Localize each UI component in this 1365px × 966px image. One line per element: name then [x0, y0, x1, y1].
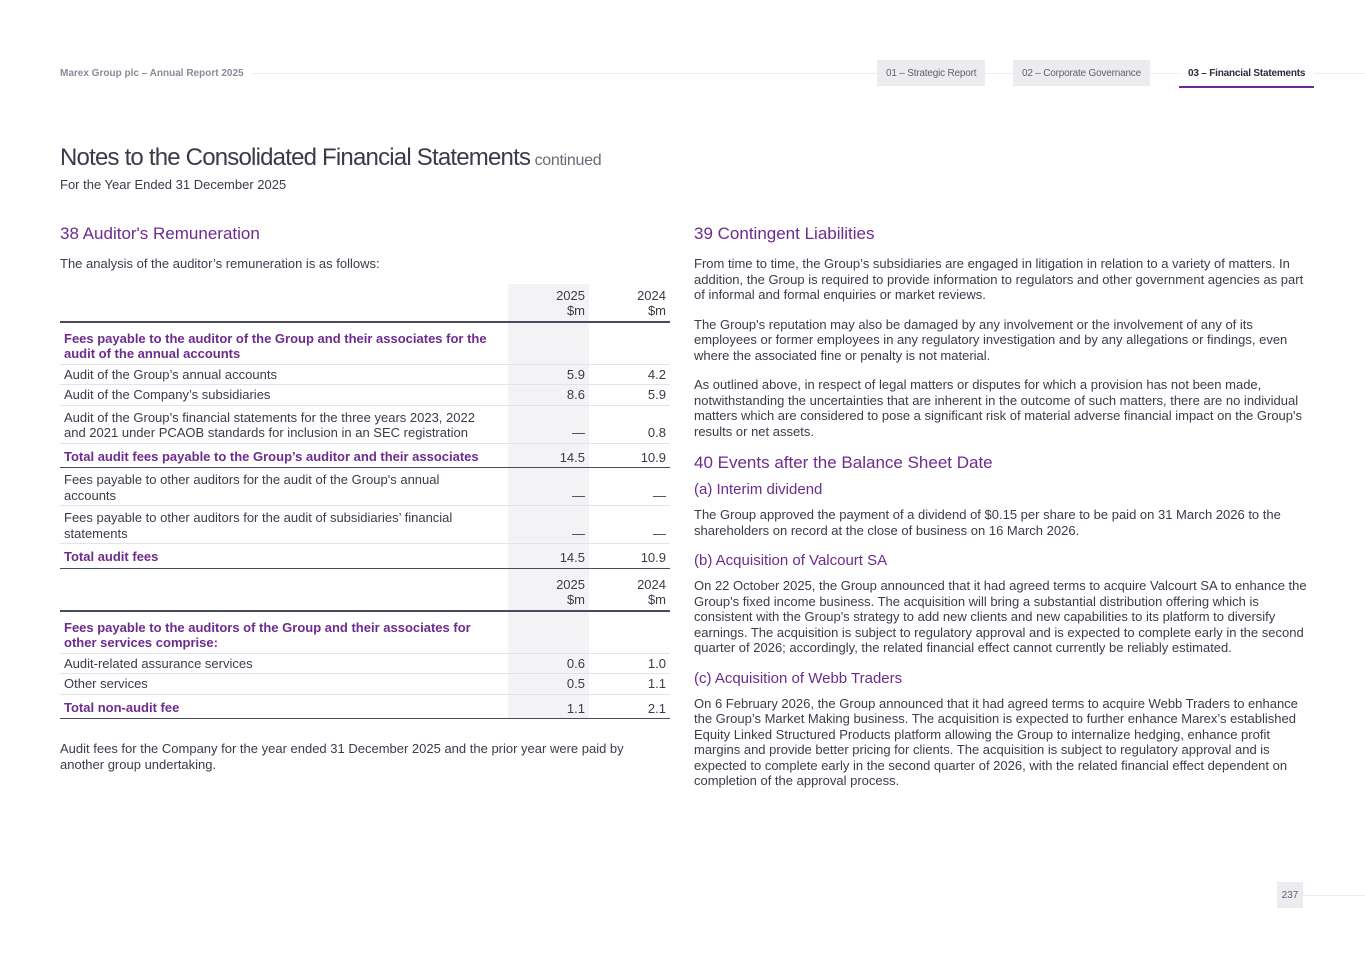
column-unit-2025: $m — [566, 592, 585, 607]
page-title-continued: continued — [534, 152, 602, 169]
row-value-2025: 0.5 — [508, 674, 589, 695]
note-40c-heading: (c) Acquisition of Webb Traders — [694, 669, 903, 687]
row-value-2024: 4.2 — [589, 364, 670, 385]
tab-financial-statements[interactable]: 03 – Financial Statements — [1179, 60, 1314, 88]
row-label: Audit of the Group’s annual accounts — [60, 364, 508, 385]
row-label: Audit-related assurance services — [60, 653, 508, 674]
page-title-main: Notes to the Consolidated Financial Statements — [60, 144, 531, 171]
total-label: Total audit fees payable to the Group’s auditor and their associates — [60, 443, 508, 468]
row-label: Fees payable to other auditors for the audit of the Group's annual accounts — [60, 468, 508, 506]
table-total-row — [60, 443, 670, 468]
total-value-2024: 10.9 — [589, 544, 670, 569]
row-value-2024: 5.9 — [589, 385, 670, 406]
column-header-2025: 2025 — [556, 287, 585, 303]
page-subtitle: For the Year Ended 31 December 2025 — [60, 177, 287, 192]
section-label: Fees payable to the auditors of the Group and their associates for other services comprise: — [60, 611, 508, 654]
note-40a-heading: (a) Interim dividend — [694, 481, 823, 498]
table-header-row — [60, 284, 670, 322]
row-value-2025: — — [508, 506, 589, 544]
table-section-row — [60, 322, 670, 365]
note-39-paragraph: As outlined above, in respect of legal matters or disputes for which a provision has not been made, notwithstanding the uncertainties that are inherent in the outcome of such matters, there are no individual matters which are considered to pose a significant risk of material adverse financial impact on the Group's results or net assets. — [694, 377, 1302, 439]
table-row — [60, 653, 670, 674]
table-section-row — [60, 611, 670, 654]
column-header-2024: 2024 — [637, 576, 666, 592]
note-38-intro: The analysis of the auditor’s remuneration is as follows: — [60, 256, 380, 271]
note-40b-text: On 22 October 2025, the Group announced that it had agreed terms to acquire Valcourt SA to enhance the Group's fixed income business. The acquisition will bring a substantial distribution offering which is consistent with the Group's strategy to add new clients and new capabilities to its platform to diversify earnings. The acquisition is subject to regulatory approval and is expected to complete early in the second quarter of 2026; accordingly, the related financial effect cannot currently be reliably estimated. — [694, 578, 1307, 655]
total-value-2024: 10.9 — [589, 443, 670, 468]
table-header-row — [60, 568, 670, 611]
row-value-2024: — — [589, 506, 670, 544]
column-header-2024: 2024 — [637, 287, 666, 303]
row-value-2025: — — [508, 405, 589, 443]
note-39-paragraph: From time to time, the Group’s subsidiaries are engaged in litigation in relation to a variety of matters. In addition, the Group is required to provide information to regulators and other government agencies as part of informal and formal enquiries or market reviews. — [694, 256, 1304, 302]
row-label: Audit of the Group’s financial statements for the three years 2023, 2022 and 2021 under PCAOB standards for inclusion in an SEC registration — [60, 405, 508, 443]
total-label: Total audit fees — [60, 544, 508, 569]
page-title — [60, 144, 601, 172]
table-total-row — [60, 544, 670, 569]
row-value-2024: 1.1 — [589, 674, 670, 695]
table-row — [60, 506, 670, 544]
row-label: Fees payable to other auditors for the audit of subsidiaries’ financial statements — [60, 506, 508, 544]
auditor-remuneration-table — [60, 284, 670, 720]
note-40a-text: The Group approved the payment of a dividend of $0.15 per share to be paid on 31 March 2026 to the shareholders on record at the close of business on 16 March 2026. — [694, 507, 1281, 538]
row-label: Audit of the Company’s subsidiaries — [60, 385, 508, 406]
section-label: Fees payable to the auditor of the Group and their associates for the audit of the annual accounts — [60, 322, 508, 365]
row-value-2025: — — [508, 468, 589, 506]
note-38-footnote: Audit fees for the Company for the year ended 31 December 2025 and the prior year were paid by another group undertaking. — [60, 741, 624, 772]
column-unit-2025: $m — [566, 303, 585, 318]
note-38-section — [60, 224, 670, 772]
total-label: Total non-audit fee — [60, 694, 508, 719]
tab-corporate-governance[interactable]: 02 – Corporate Governance — [1013, 60, 1150, 86]
note-40b-heading: (b) Acquisition of Valcourt SA — [694, 552, 888, 569]
page-number: 237 — [1277, 882, 1303, 908]
footer-rule — [1303, 895, 1365, 896]
table-row — [60, 674, 670, 695]
table-row — [60, 405, 670, 443]
row-value-2025: 0.6 — [508, 653, 589, 674]
row-value-2024: 1.0 — [589, 653, 670, 674]
note-40c-text: On 6 February 2026, the Group announced that it had agreed terms to acquire Webb Traders to enhance the Group’s Market Making business. The acquisition is expected to further enhance Marex’s established Equity Linked Structured Products platform allowing the Group to internalize hedging, enhance profit margins and provide better pricing for clients. The acquisition is subject to regulatory approval and is expected to complete early in the second quarter of 2026, with the related financial effect dependent on completion of the approval process. — [694, 695, 1298, 788]
note-38-heading: 38 Auditor's Remuneration — [60, 224, 260, 243]
column-header-2025: 2025 — [556, 576, 585, 592]
notes-39-40-section — [694, 224, 1309, 789]
row-value-2025: 8.6 — [508, 385, 589, 406]
tab-strategic-report[interactable]: 01 – Strategic Report — [877, 60, 985, 86]
row-value-2024: 0.8 — [589, 405, 670, 443]
note-40-heading: 40 Events after the Balance Sheet Date — [694, 453, 993, 472]
table-row — [60, 385, 670, 406]
total-value-2025: 14.5 — [508, 443, 589, 468]
row-label: Other services — [60, 674, 508, 695]
table-row — [60, 468, 670, 506]
note-39-paragraph: The Group's reputation may also be damaged by any involvement or the involvement of any of its employees or former employees in any regulatory investigation and by any allegations or findings, even where the associated fine or penalty is not material. — [694, 316, 1288, 363]
column-unit-2024: $m — [647, 303, 666, 318]
table-total-row — [60, 694, 670, 719]
total-value-2025: 14.5 — [508, 544, 589, 569]
total-value-2025: 1.1 — [508, 694, 589, 719]
note-39-heading: 39 Contingent Liabilities — [694, 224, 875, 243]
table-row — [60, 364, 670, 385]
row-value-2024: — — [589, 468, 670, 506]
column-unit-2024: $m — [647, 592, 666, 607]
total-value-2024: 2.1 — [589, 694, 670, 719]
row-value-2025: 5.9 — [508, 364, 589, 385]
document-name: Marex Group plc – Annual Report 2025 — [60, 68, 252, 79]
